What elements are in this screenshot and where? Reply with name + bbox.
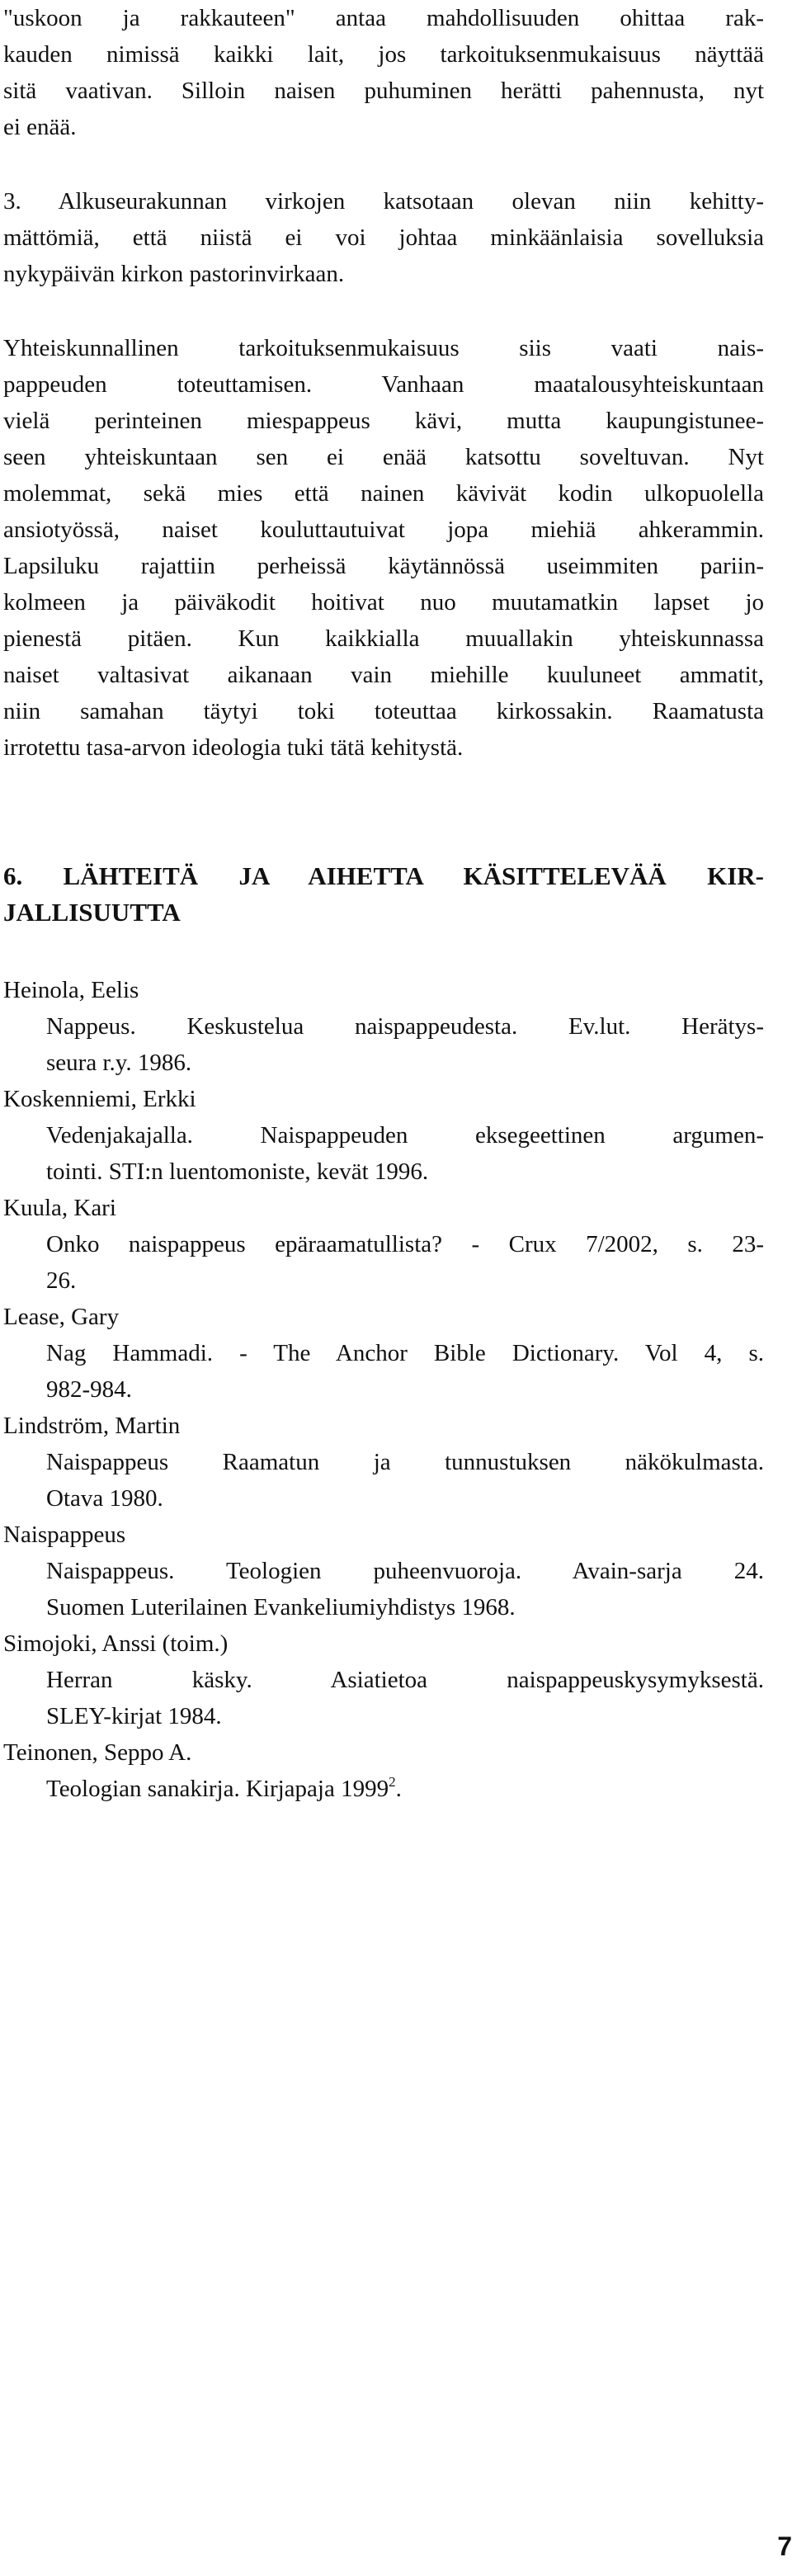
heading-line: 6. LÄHTEITÄ JA AIHETTA KÄSITTELEVÄÄ KIR- [3,861,764,890]
bibliography-item [0,1081,767,1190]
bibliography-item [0,1299,767,1408]
bibliography-entry [0,1008,764,1081]
text-line: 26. [46,1267,77,1294]
bibliography-list [0,972,767,1807]
text-line: seen yhteiskuntaan sen ei enää katsottu soveltuvan. Nyt [3,444,764,470]
text-line: Naispappeus. Teologien puheenvuoroja. Avain-sarja 24. [46,1558,764,1584]
paragraph-point-3 [3,183,764,292]
bibliography-entry [0,1117,764,1190]
bibliography-item [0,1408,767,1517]
bibliography-author: Kuula, Kari [3,1195,116,1221]
text-line: 982-984. [46,1376,132,1403]
text-line: naiset valtasivat aikanaan vain miehille kuuluneet ammatit, [3,662,764,688]
text-line: SLEY-kirjat 1984. [46,1703,222,1729]
heading-line: JALLISUUTTA [3,898,181,927]
text-line: Vedenjakajalla. Naispappeuden eksegeettinen argumen- [46,1122,764,1149]
text-line: tointi. STI:n luentomoniste, kevät 1996. [46,1158,429,1185]
bibliography-author: Lindström, Martin [3,1413,181,1439]
text-line: kolmeen ja päiväkodit hoitivat nuo muutamatkin lapset jo [3,589,764,616]
bibliography-entry [0,1662,764,1734]
text-line: ei enää. [3,114,77,140]
text-line: Otava 1980. [46,1485,163,1512]
text-line: ansiotyössä, naiset kouluttautuivat jopa miehiä ahkerammin. [3,517,764,543]
text-line: vielä perinteinen miespappeus kävi, mutta kaupungistunee- [3,408,764,434]
bibliography-author: Lease, Gary [3,1304,120,1330]
text-line: Yhteiskunnallinen tarkoituksenmukaisuus siis vaati nais- [3,335,764,361]
bibliography-entry [0,1771,764,1807]
text-line: pienestä pitäen. Kun kaikkialla muuallakin yhteiskunnassa [3,625,764,652]
section-heading [3,858,764,931]
bibliography-author: Koskenniemi, Erkki [3,1086,196,1112]
bibliography-author: Teinonen, Seppo A. [3,1739,192,1766]
text-line: sitä vaativan. Silloin naisen puhuminen herätti pahennusta, nyt [3,78,764,104]
text-line: pappeuden toteuttamisen. Vanhaan maatalousyhteiskuntaan [3,371,764,398]
entry-trailing: . [395,1776,402,1802]
entry-text: Teologian sanakirja. Kirjapaja 1999 [46,1776,389,1802]
edition-superscript: 2 [389,1774,396,1790]
text-line: seura r.y. 1986. [46,1050,192,1076]
text-line: niin samahan täytyi toki toteuttaa kirkossakin. Raamatusta [3,698,764,724]
bibliography-author: Heinola, Eelis [3,977,139,1003]
bibliography-author: Naispappeus [3,1522,126,1548]
text-line: molemmat, sekä mies että nainen kävivät kodin ulkopuolella [3,480,764,507]
bibliography-entry [0,1226,764,1299]
text-line [46,1771,764,1807]
text-line: mättömiä, että niistä ei voi johtaa minkäänlaisia sovelluksia [3,224,764,251]
bibliography-item [0,1190,767,1299]
bibliography-item [0,1625,767,1734]
text-line: Suomen Luterilainen Evankeliumiyhdistys 1968. [46,1594,516,1621]
bibliography-item [0,1517,767,1625]
paragraph-society [3,330,764,766]
text-line: 3. Alkuseurakunnan virkojen katsotaan olevan niin kehitty- [3,188,764,215]
text-line: Lapsiluku rajattiin perheissä käytännössä useimmiten pariin- [3,553,764,579]
text-line: "uskoon ja rakkauteen" antaa mahdollisuuden ohittaa rak- [3,5,764,31]
bibliography-item [0,1734,767,1807]
bibliography-entry [0,1335,764,1408]
text-line: nykypäivän kirkon pastorinvirkaan. [3,261,345,287]
page-number: 7 [777,2531,792,2561]
bibliography-author: Simojoki, Anssi (toim.) [3,1630,229,1657]
text-line: Nag Hammadi. - The Anchor Bible Dictionary. Vol 4, s. [46,1340,764,1366]
bibliography-entry [0,1444,764,1517]
text-line: Onko naispappeus epäraamatullista? - Crux 7/2002, s. 23- [46,1231,764,1257]
text-line: Nappeus. Keskustelua naispappeudesta. Ev.lut. Herätys- [46,1013,764,1040]
text-line: irrotettu tasa-arvon ideologia tuki tätä kehitystä. [3,734,464,761]
bibliography-item [0,972,767,1081]
text-line: kauden nimissä kaikki lait, jos tarkoituksenmukaisuus näyttää [3,41,764,68]
text-line: Naispappeus Raamatun ja tunnustuksen näkökulmasta. [46,1449,764,1475]
text-line: Herran käsky. Asiatietoa naispappeuskysymyksestä. [46,1667,764,1693]
paragraph-intro [3,0,764,145]
bibliography-entry [0,1553,764,1625]
